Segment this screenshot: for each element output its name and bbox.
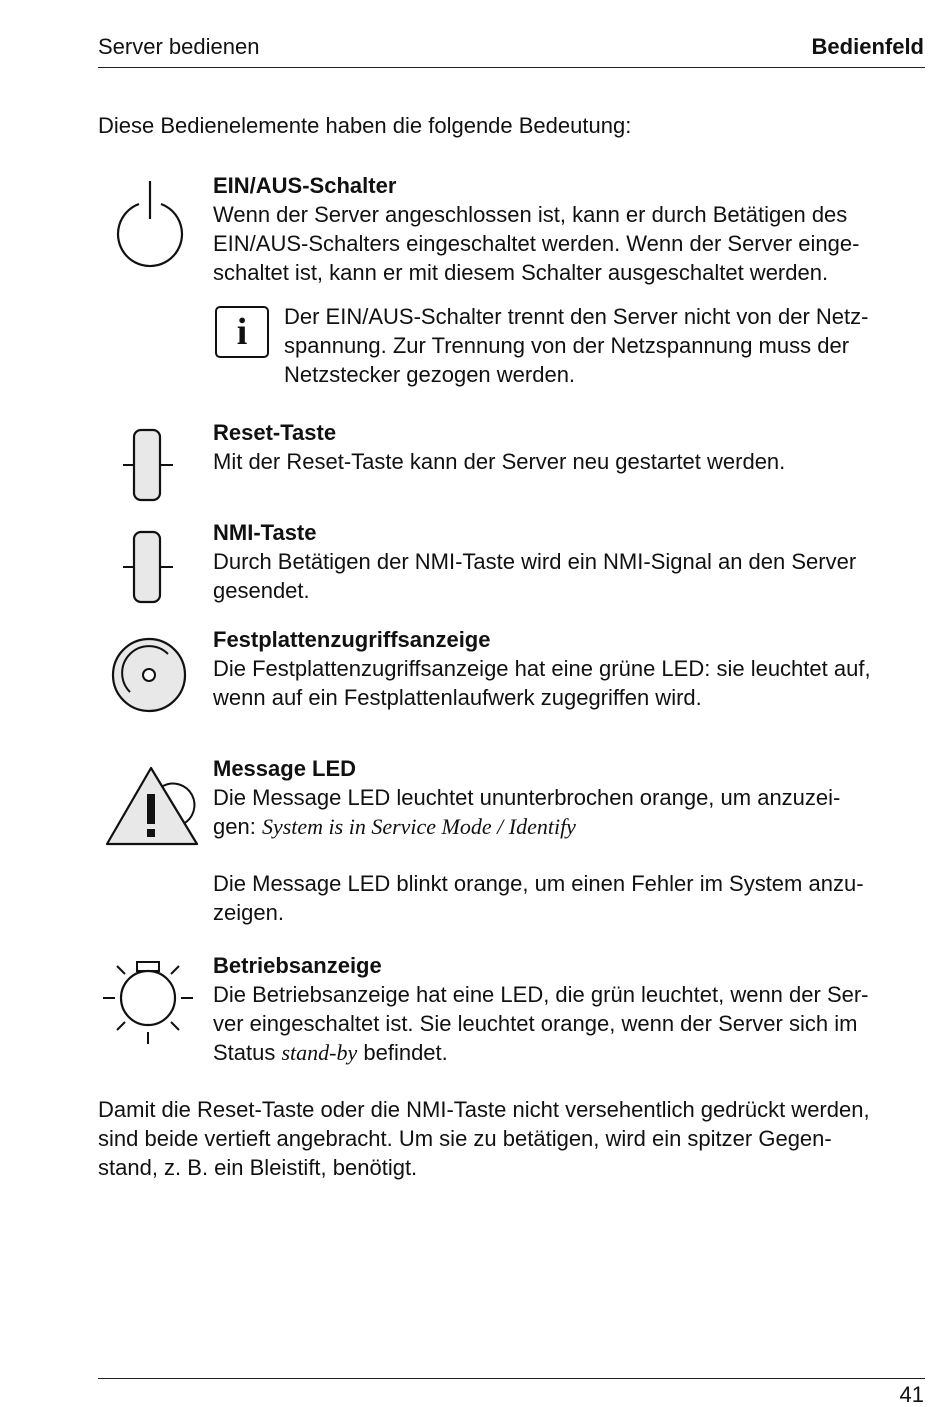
item-title: Festplattenzugriffsanzeige <box>213 627 491 652</box>
item-line-mixed <box>213 812 925 841</box>
closing-line: stand, z. B. ein Bleistift, benötigt. <box>98 1155 418 1180</box>
item-line: Durch Betätigen der NMI-Taste wird ein NMI-Signal an den Server <box>213 549 857 574</box>
hdd-activity-icon <box>110 636 188 714</box>
footer-rule <box>98 1378 925 1379</box>
item-title: NMI-Taste <box>213 520 317 545</box>
closing-line: Damit die Reset-Taste oder die NMI-Taste nicht versehentlich gedrückt werden, <box>98 1097 870 1122</box>
item-line: zeigen. <box>213 900 284 925</box>
note-line: Der EIN/AUS-Schalter trennt den Server nicht von der Netz- <box>284 304 869 329</box>
running-header-chapter: Server bedienen <box>98 34 260 59</box>
item-line-suffix: befindet. <box>357 1040 448 1065</box>
nmi-button-icon <box>120 530 176 604</box>
item-line: Wenn der Server angeschlossen ist, kann er durch Betätigen des <box>213 202 848 227</box>
reset-button-icon <box>120 428 176 502</box>
item-line: wenn auf ein Festplattenlaufwerk zugegriffen wird. <box>213 685 702 710</box>
item-line-mixed <box>213 1038 925 1067</box>
item-title: Betriebsanzeige <box>213 953 382 978</box>
status-message-italic: System is in Service Mode / Identify <box>261 814 576 839</box>
item-line-prefix: Status <box>213 1040 282 1065</box>
item-line: Die Message LED leuchtet ununterbrochen orange, um anzuzei- <box>213 785 841 810</box>
item-line: Die Message LED blinkt orange, um einen Fehler im System anzu- <box>213 871 864 896</box>
item-line: gesendet. <box>213 578 310 603</box>
running-header-section: Bedienfeld <box>811 34 924 59</box>
page-number: 41 <box>899 1382 924 1407</box>
item-line: Mit der Reset-Taste kann der Server neu gestartet werden. <box>213 449 786 474</box>
paragraph-gap <box>213 841 925 869</box>
item-line: schaltet ist, kann er mit diesem Schalter ausgeschaltet werden. <box>213 260 829 285</box>
item-line-prefix: gen: <box>213 814 262 839</box>
power-led-icon <box>100 958 196 1050</box>
closing-line: sind beide vertieft angebracht. Um sie zu betätigen, wird ein spitzer Gegen- <box>98 1126 832 1151</box>
item-nmi-button <box>213 518 925 605</box>
power-icon <box>110 178 190 268</box>
item-line: ver eingeschaltet ist. Sie leuchtet orange, wenn der Server sich im <box>213 1011 858 1036</box>
note-line: spannung. Zur Trennung von der Netzspannung muss der <box>284 333 850 358</box>
item-power-switch <box>213 171 925 287</box>
item-title: Message LED <box>213 756 357 781</box>
info-icon-letter: i <box>236 311 248 353</box>
item-line: Die Betriebsanzeige hat eine LED, die grün leuchtet, wenn der Ser- <box>213 982 869 1007</box>
item-title: EIN/AUS-Schalter <box>213 173 397 198</box>
item-reset-button <box>213 418 925 476</box>
item-power-led <box>213 951 925 1067</box>
item-message-led <box>213 754 925 927</box>
item-line: Die Festplattenzugriffsanzeige hat eine grüne LED: sie leuchtet auf, <box>213 656 871 681</box>
note-line: Netzstecker gezogen werden. <box>284 362 576 387</box>
warning-icon <box>105 764 201 848</box>
standby-italic: stand-by <box>281 1040 358 1065</box>
closing-paragraph <box>98 1095 925 1182</box>
header-rule <box>98 67 925 68</box>
item-line: EIN/AUS-Schalters eingeschaltet werden. Wenn der Server einge- <box>213 231 860 256</box>
item-title: Reset-Taste <box>213 420 337 445</box>
info-note <box>284 302 925 389</box>
item-hdd-activity <box>213 625 925 712</box>
intro-paragraph: Diese Bedienelemente haben die folgende Bedeutung: <box>98 113 632 138</box>
